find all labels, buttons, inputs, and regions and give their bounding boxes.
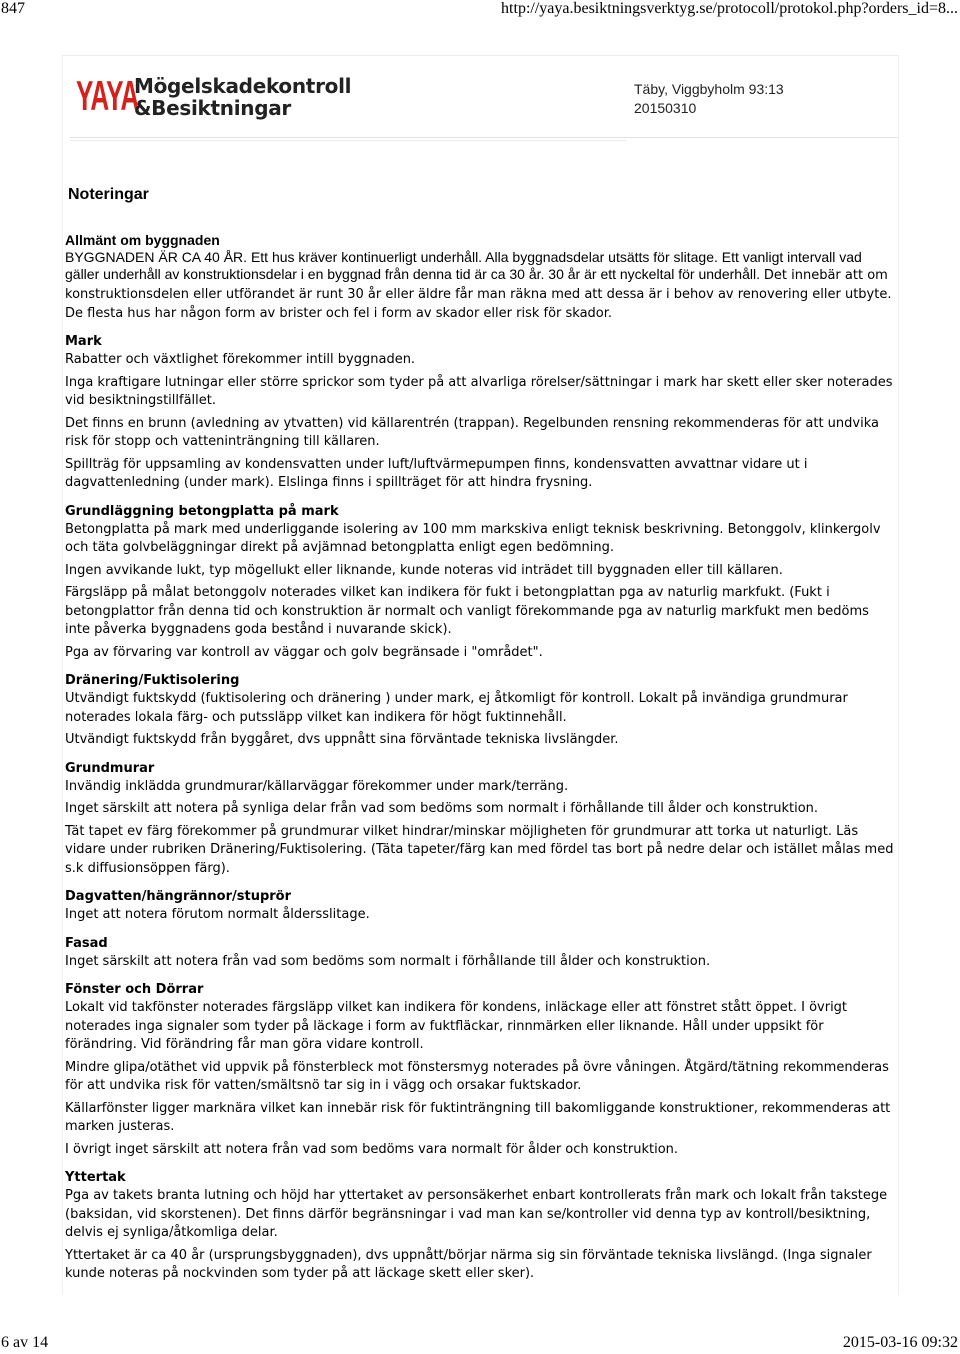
section-paragraph: Källarfönster ligger marknära vilket kan innebär risk för fuktinträngning till bakomliggande konstruktioner, rekommenderas att marken justeras. <box>65 1100 891 1134</box>
logo-line-2: &Besiktningar <box>134 96 291 120</box>
print-datetime: 2015-03-16 09:32 <box>842 1334 958 1351</box>
section-heading: Dagvatten/hängrännor/stuprör <box>65 889 292 904</box>
section-paragraph: Ingen avvikande lukt, typ mögellukt eller liknande, kunde noteras vid inträdet till byggnaden eller till källaren. <box>65 562 783 578</box>
section-paragraph: Pga av takets branta lutning och höjd har yttertaket av personsäkerhet enbart kontrollerats från mark och lokalt från takstege (baksidan, vid skorstenen). Det finns därför begränsningar i vad man kan se/kontroller vid denna typ av kontroll/besiktning, delvis ej synliga/åtkomliga delar. <box>65 1188 888 1240</box>
print-page-of: 6 av 14 <box>1 1334 49 1351</box>
section-heading: Grundmurar <box>65 760 155 776</box>
section-paragraph: Yttertaket är ca 40 år (ursprungsbyggnaden), dvs uppnått/börjar närma sig sin förväntade tekniska livslängd. (Inga signaler kunde noteras på nockvinden som tyder på att läckage skett eller sker). <box>65 1247 872 1281</box>
section-heading: Fasad <box>65 935 108 951</box>
section-paragraph: Inga kraftigare lutningar eller större sprickor som tyder på att alvarliga rörelser/sättningar i mark har skett eller sker noterades vid besiktningstillfället. <box>65 374 893 408</box>
property-address-block <box>634 80 784 118</box>
section-title: Noteringar <box>68 186 149 203</box>
general-heading: Allmänt om byggnaden <box>65 232 220 248</box>
header-divider <box>70 137 898 138</box>
section-paragraph: Betongplatta på mark med underliggande isolering av 100 mm markskiva enligt teknisk beskrivning. Betonggolv, klinkergolv och täta golvbeläggningar direkt på avjämnad betongplatta enligt egen bedömning. <box>65 521 881 555</box>
document-frame-left <box>62 55 63 1295</box>
section-paragraph: Inget särskilt att notera från vad som bedöms som normalt i förhållande till ålder och konstruktion. <box>65 953 711 969</box>
document-frame-right <box>898 55 899 1295</box>
logo-line-1: Mögelskadekontroll <box>134 74 352 98</box>
header-divider-secondary <box>70 140 626 141</box>
report-sections <box>65 332 895 1284</box>
section-paragraph: Pga av förvaring var kontroll av väggar och golv begränsade i "området". <box>65 644 543 660</box>
print-url: http://yaya.besiktningsverktyg.se/protocoll/protokol.php?orders_id=8... <box>501 0 958 17</box>
general-body-text: Det innebär att om konstruktionsdelen eller utförandet är runt 30 år eller äldre får man räkna med att dessa är i behov av renovering eller utbyte. <box>65 268 892 302</box>
section-paragraph: Lokalt vid takfönster noterades färgsläpp vilket kan indikera för kondens, inläckage eller att fönstret stått öppet. I övrigt noterades inga signaler som tyder på läckage i form av fuktfläckar, rinnmärken eller liknande. Håll under uppsikt för förändring. Vid förändring får man göra vidare kontroll. <box>65 1000 848 1052</box>
section-paragraph: Färgsläpp på målat betonggolv noterades vilket kan indikera för fukt i betongplattan pga av naturlig markfukt. (Fukt i betongplattor från denna tid och konstruktion är normalt och vanligt förekommande pga av naturlig markfukt men bedöms inte påverka byggnadens goda bestånd i nuvarande skick). <box>65 585 869 637</box>
property-location: Täby, Viggbyholm 93:13 <box>634 81 784 97</box>
section-paragraph: I övrigt inget särskilt att notera från vad som bedöms vara normalt för ålder och konstruktion. <box>65 1141 679 1157</box>
section-heading: Grundläggning betongplatta på mark <box>65 503 339 519</box>
section-paragraph: Mindre glipa/otäthet vid uppvik på fönsterbleck mot fönstersmyg noterades på övre våningen. Åtgärd/tätning rekommenderas för att undvika risk för vatten/smältsnö tar sig in i vägg och orsakar fuktskador. <box>65 1059 889 1093</box>
logo-mark: YAYA <box>76 72 139 119</box>
report-content <box>65 232 895 1288</box>
section-paragraph: Inget att notera förutom normalt åldersslitage. <box>65 907 370 922</box>
section-paragraph: Rabatter och växtlighet förekommer intill byggnaden. <box>65 352 416 367</box>
general-lead <box>65 249 895 323</box>
section-paragraph: Utvändigt fuktskydd från byggåret, dvs uppnått sina förväntade tekniska livslängder. <box>65 732 619 747</box>
section-heading: Mark <box>65 334 102 349</box>
section-paragraph: Invändig inklädda grundmurar/källarväggar förekommer under mark/terräng. <box>65 778 569 794</box>
general-lead-text: BYGGNADEN ÄR CA 40 ÅR. Ett hus kräver kontinuerligt underhåll. Alla byggnadsdelar utsätts för slitage. Ett vanligt intervall vad gäller underhåll av konstruktionsdelar i en byggnad från denna tid är ca 30 år. 30 år är ett nyckeltal för underhåll. <box>65 249 862 282</box>
section-paragraph: Utvändigt fuktskydd (fuktisolering och dränering ) under mark, ej åtkomligt för kontroll. Lokalt på invändiga grundmurar noterades lokala färg- och putssläpp vilket kan indikera för högt fuktinnehåll. <box>65 691 848 725</box>
document-frame-top <box>62 55 898 56</box>
company-logo <box>76 74 356 122</box>
section-paragraph: Inget särskilt att notera på synliga delar från vad som bedöms som normalt i förhållande till ålder och konstruktion. <box>65 801 819 816</box>
print-footer <box>0 1334 960 1354</box>
section-paragraph: Spillträg för uppsamling av kondensvatten under luft/luftvärmepumpen finns, kondensvatten avvattnar vidare ut i dagvattenledning (under mark). Elslinga finns i spillträget för att hindra frysning. <box>65 456 808 490</box>
section-paragraph: Det finns en brunn (avledning av ytvatten) vid källarentrén (trappan). Regelbunden rensning rekommenderas för att undvika risk för stopp och vatteninträngning till källaren. <box>65 415 879 449</box>
print-header <box>0 0 960 22</box>
inspection-date: 20150310 <box>634 100 697 116</box>
section-heading: Dränering/Fuktisolering <box>65 673 240 688</box>
general-tail-text: De flesta hus har någon form av brister och fel i form av skador eller risk för skador. <box>65 306 613 321</box>
section-heading: Fönster och Dörrar <box>65 982 204 997</box>
section-heading: Yttertak <box>65 1170 126 1185</box>
print-page-number: 847 <box>1 0 25 17</box>
section-paragraph: Tät tapet ev färg förekommer på grundmurar vilket hindrar/minskar möjligheten för grundmurar att torka ut naturligt. Läs vidare under rubriken Dränering/Fuktisolering. (Täta tapeter/färg kan med fördel tas bort på nedre delar och istället målas med s.k diffusionsöppen färg). <box>65 823 894 876</box>
